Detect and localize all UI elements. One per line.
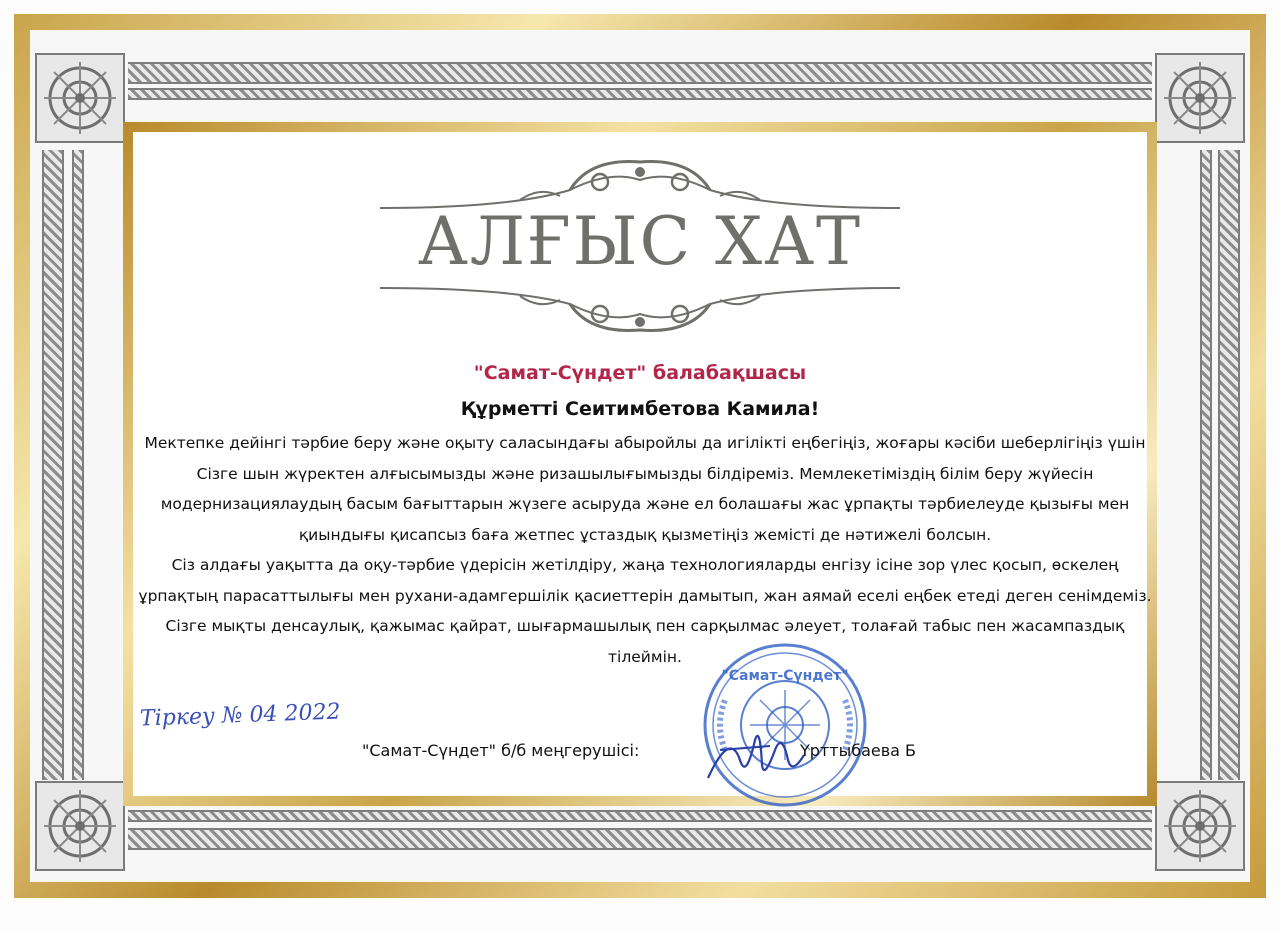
paragraph-2: Сіз алдағы уақытта да оқу-тәрбие үдерісін жетілдіру, жаңа технологияларды енгізу ісіне зор үлес қосып, өскелең ұрпақтың парасаттылығы мен рухани-адамгершілік қасиеттерін дамытып, жан аямай еселі еңбек етеді деген сенімдеміз. bbox=[138, 556, 1152, 605]
registration-note: Тіркеу № 04 2022 bbox=[139, 699, 341, 732]
letter-body bbox=[130, 428, 1160, 672]
left-stripe-band bbox=[42, 150, 64, 780]
corner-ornament-icon bbox=[1154, 780, 1246, 872]
page-title: АЛҒЫС ХАТ bbox=[417, 203, 863, 280]
greeting: Құрметті Сеитимбетова Камила! bbox=[460, 398, 820, 420]
right-stripe-band bbox=[1218, 150, 1240, 780]
right-inner-stripe-band bbox=[1200, 150, 1212, 780]
signature-icon bbox=[700, 720, 810, 790]
stamp-text: "Самат-Сүндет" bbox=[721, 668, 849, 684]
corner-ornament-icon bbox=[1154, 52, 1246, 144]
signatory-title: "Самат-Сүндет" б/б меңгерушісі: bbox=[362, 741, 640, 760]
signatory-name: Үрттыбаева Б bbox=[800, 741, 917, 760]
left-inner-stripe-band bbox=[72, 150, 84, 780]
top-stripe-band bbox=[128, 62, 1152, 84]
paragraph-1: Мектепке дейінгі тәрбие беру және оқыту саласындағы абыройлы да игілікті еңбегіңіз, жоғары кәсіби шеберлігіңіз үшін Сізге шын жүректен алғысымызды және ризашылығымызды білдіреміз. Мемлекетіміздің білім беру жүйесін модернизациялаудың басым бағыттарын жүзеге асыруда және ел болашағы жас ұрпақты тәрбиелеуде қызығы мен қиындығы қисапсыз баға жетпес ұстаздық қызметіңіз жемісті де нәтижелі болсын. bbox=[144, 434, 1146, 544]
corner-ornament-icon bbox=[34, 780, 126, 872]
bottom-stripe-band bbox=[128, 828, 1152, 850]
paragraph-3: Сізге мықты денсаулық, қажымас қайрат, шығармашылық пен сарқылмас әлеует, толағай табыс пен жасампаздық тілеймін. bbox=[165, 617, 1125, 666]
corner-ornament-icon bbox=[34, 52, 126, 144]
bottom-inner-stripe-band bbox=[128, 810, 1152, 822]
bottom-flourish-icon bbox=[370, 278, 910, 340]
title-block bbox=[370, 150, 910, 340]
organization-name: "Самат-Сүндет" балабақшасы bbox=[473, 362, 807, 384]
top-inner-stripe-band bbox=[128, 88, 1152, 100]
